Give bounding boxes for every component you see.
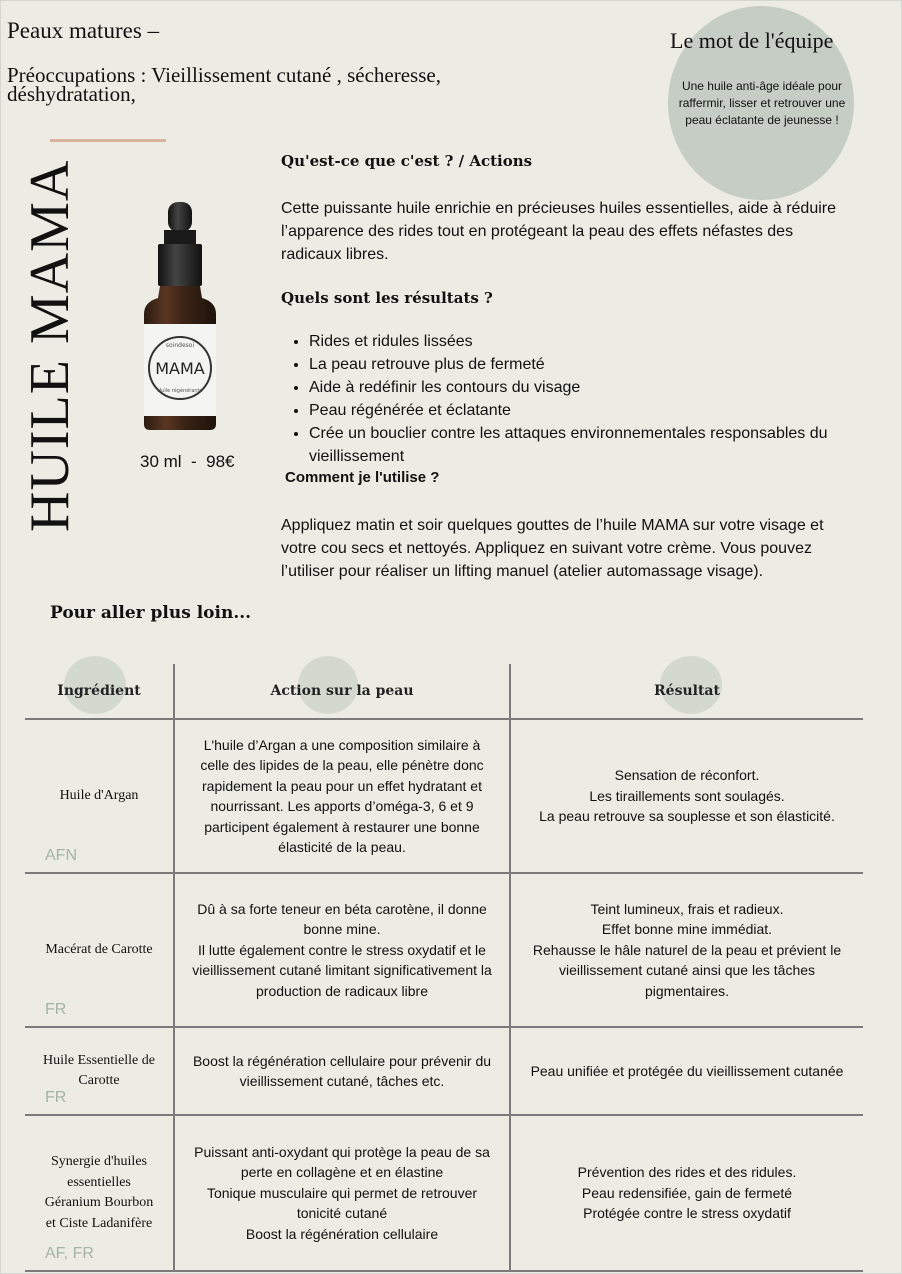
action-cell: L'huile d’Argan a une composition similaire à celle des lipides de la peau, elle pénètre donc rapidement la peau pour un effet hydratant et nourrissant. Les apports d’oméga-3, 6 et 9 participent également à restaurer une bonne élasticité de la peau.: [174, 719, 510, 873]
table-row: [25, 873, 863, 1027]
table-row: [25, 1115, 863, 1271]
list-item: • Peau régénérée et éclatante: [309, 399, 874, 422]
origin-label: AF, FR: [45, 1244, 94, 1262]
result-cell: [510, 873, 863, 1027]
result-cell: [510, 1115, 863, 1271]
ingredient-cell: [25, 719, 174, 873]
action-cell: [174, 873, 510, 1027]
table-header-row: [25, 664, 863, 719]
skin-type-title: Peaux matures –: [7, 18, 160, 43]
list-item: • Crée un bouclier contre les attaques environnementales responsables du vieillissement: [309, 422, 874, 468]
results-heading: Quels sont les résultats ?: [281, 289, 493, 307]
ingredient-cell: [25, 1027, 174, 1115]
action-cell: Boost la régénération cellulaire pour prévenir du vieillissement cutané, tâches etc.: [174, 1027, 510, 1115]
table-row: [25, 719, 863, 873]
results-list: [281, 330, 874, 468]
result-text: Teint lumineux, frais et radieux. Effet bonne mine immédiat. Rehausse le hâle naturel de la peau et prévient le vieillissement cutané ainsi que les tâches pigmentaires.: [532, 900, 842, 999]
column-header-action: Action sur la peau: [174, 664, 510, 719]
origin-label: FR: [45, 1088, 67, 1106]
action-text: Dû à sa forte teneur en béta carotène, il donne bonne mine. Il lutte également contre le stress oxydatif et le vieillissement cutané limitant significativement la production de radicaux libre: [192, 900, 492, 999]
usage-text: Appliquez matin et soir quelques gouttes de l’huile MAMA sur votre visage et votre cou secs et nettoyés. Appliquez en suivant votre crème. Vous pouvez l’utiliser pour réaliser un lifting manuel (atelier automassage visage).: [281, 517, 824, 580]
ingredient-name: Huile d'Argan: [59, 787, 139, 803]
what-heading: Qu'est-ce que c'est ? / Actions: [281, 152, 533, 170]
ingredient-name: Synergie d'huiles essentielles Géranium Bourbon et Ciste Ladanifère: [44, 1154, 154, 1231]
result-cell: [510, 719, 863, 873]
product-price: 30 ml - 98€: [140, 452, 235, 471]
result-cell: Peau unifiée et protégée du vieillissement cutanée: [510, 1027, 863, 1115]
ingredients-table: [25, 664, 863, 1272]
result-text: Sensation de réconfort. Les tiraillements sont soulagés. La peau retrouve sa souplesse et son élasticité.: [539, 767, 835, 825]
usage-heading: Comment je l'utilise ?: [285, 469, 440, 486]
origin-label: FR: [45, 1000, 67, 1018]
team-note-text: Une huile anti-âge idéale pour raffermir, lisser et retrouver une peau éclatante de jeunesse !: [678, 79, 846, 127]
list-item: • La peau retrouve plus de fermeté: [309, 353, 874, 376]
action-text: Puissant anti-oxydant qui protège la peau de sa perte en collagène et en élastine Tonique musculaire qui permet de retrouver tonicité cutané Boost la régénération cellulaire: [194, 1143, 490, 1242]
product-bottle-image: [144, 202, 216, 430]
concerns-text: Préoccupations : Vieillissement cutané , sécheresse, déshydratation,: [7, 63, 441, 106]
bottle-brand-label: soindesoi: [165, 342, 195, 349]
list-item: • Aide à redéfinir les contours du visage: [309, 376, 874, 399]
list-item: • Rides et ridules lissées: [309, 330, 874, 353]
what-text: Cette puissante huile enrichie en précieuses huiles essentielles, aide à réduire l’apparence des rides tout en protégeant la peau des effets néfastes des radicaux libres.: [281, 200, 836, 263]
ingredient-cell: [25, 1115, 174, 1271]
accent-divider: [50, 139, 166, 142]
team-note-title: Le mot de l'équipe: [670, 28, 834, 53]
further-heading: Pour aller plus loin...: [50, 603, 252, 623]
origin-label: AFN: [45, 846, 77, 864]
ingredient-cell: [25, 873, 174, 1027]
ingredient-name: Huile Essentielle de Carotte: [43, 1052, 155, 1088]
result-text: Prévention des rides et des ridules. Peau redensifiée, gain de fermeté Protégée contre le stress oxydatif: [577, 1164, 797, 1222]
table-row: [25, 1027, 863, 1115]
bottle-sub-label: Huile régénérante: [157, 388, 203, 394]
action-cell: [174, 1115, 510, 1271]
ingredient-name: Macérat de Carotte: [45, 941, 153, 957]
column-header-ingredient: Ingrédient: [25, 664, 174, 719]
bottle-mama-label: MAMA: [155, 359, 205, 378]
product-name-vertical: HUILE MAMA: [19, 159, 81, 532]
column-header-result: Résultat: [510, 664, 863, 719]
